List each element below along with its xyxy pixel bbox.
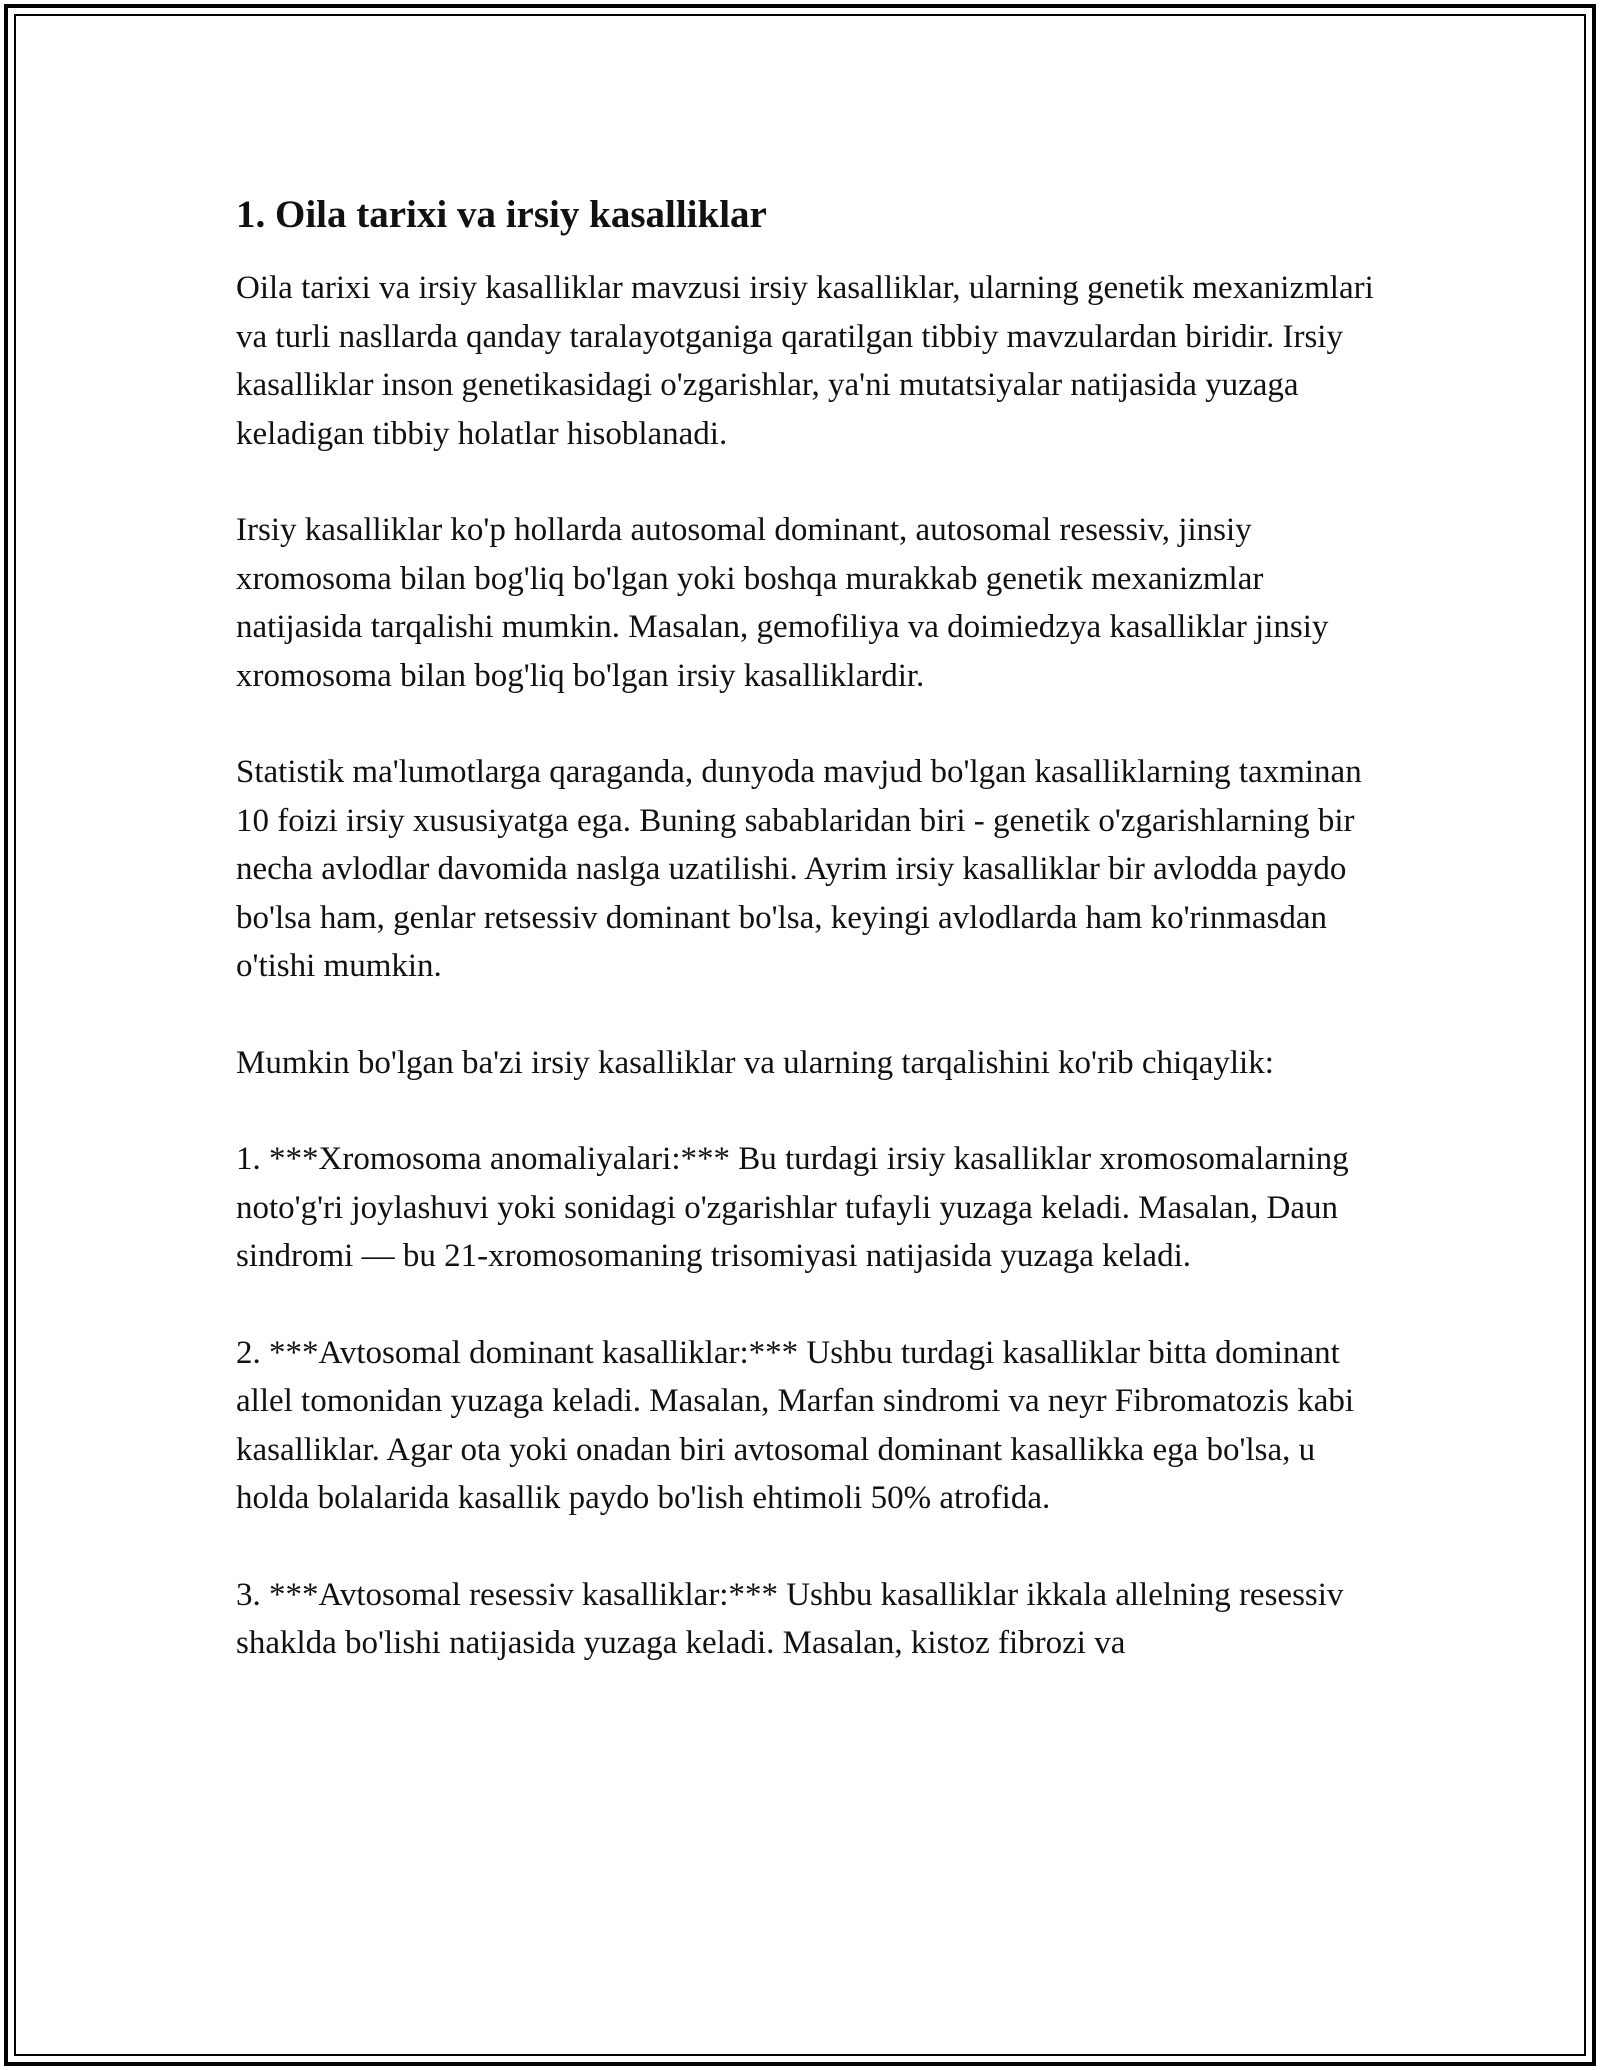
section-title: 1. Oila tarixi va irsiy kasalliklar: [236, 193, 767, 236]
paragraph-statistics: Statistik ma'lumotlarga qaraganda, dunyoda mavjud bo'lgan kasalliklarning taxminan 10 foizi irsiy xususiyatga ega. Buning sabablaridan biri - genetik o'zgarishlarning bir necha avlodlar davomida naslga uzatilishi. Ayrim irsiy kasalliklar bir avlodda paydo bo'lsa ham, genlar retsessiv dominant bo'lsa, keyingi avlodlarda ham ko'rinmasdan o'tishi mumkin.: [236, 754, 1362, 984]
paragraph-list-intro: Mumkin bo'lgan ba'zi irsiy kasalliklar va ularning tarqalishini ko'rib chiqaylik:: [236, 1044, 1274, 1081]
document-body: [236, 186, 1376, 1716]
list-item-autosomal-recessive: 3. ***Avtosomal resessiv kasalliklar:*** Ushbu kasalliklar ikkala allelning resessiv shaklda bo'lishi natijasida yuzaga keladi. Masalan, kistoz fibrozi va: [236, 1576, 1344, 1661]
list-item-chromosome-anomalies: 1. ***Xromosoma anomaliyalari:*** Bu turdagi irsiy kasalliklar xromosomalarning noto'g'ri joylashuvi yoki sonidagi o'zgarishlar tufayli yuzaga keladi. Masalan, Daun sindromi — bu 21-xromosomaning trisomiyasi natijasida yuzaga keladi.: [236, 1141, 1349, 1274]
paragraph-inheritance-modes: Irsiy kasalliklar ko'p hollarda autosomal dominant, autosomal resessiv, jinsiy xromosoma bilan bog'liq bo'lgan yoki boshqa murakkab genetik mexanizmlar natijasida tarqalishi mumkin. Masalan, gemofiliya va doimiedzya kasalliklar jinsiy xromosoma bilan bog'liq bo'lgan irsiy kasalliklardir.: [236, 512, 1329, 694]
paragraph-intro: Oila tarixi va irsiy kasalliklar mavzusi irsiy kasalliklar, ularning genetik mexanizmlari va turli nasllarda qanday taralayotganiga qaratilgan tibbiy mavzulardan biridir. Irsiy kasalliklar inson genetikasidagi o'zgarishlar, ya'ni mutatsiyalar natijasida yuzaga keladigan tibbiy holatlar hisoblanadi.: [236, 270, 1374, 452]
list-item-autosomal-dominant: 2. ***Avtosomal dominant kasalliklar:*** Ushbu turdagi kasalliklar bitta dominant allel tomonidan yuzaga keladi. Masalan, Marfan sindromi va neyr Fibromatozis kabi kasalliklar. Agar ota yoki onadan biri avtosomal dominant kasallikka ega bo'lsa, u holda bolalarida kasallik paydo bo'lish ehtimoli 50% atrofida.: [236, 1334, 1355, 1516]
